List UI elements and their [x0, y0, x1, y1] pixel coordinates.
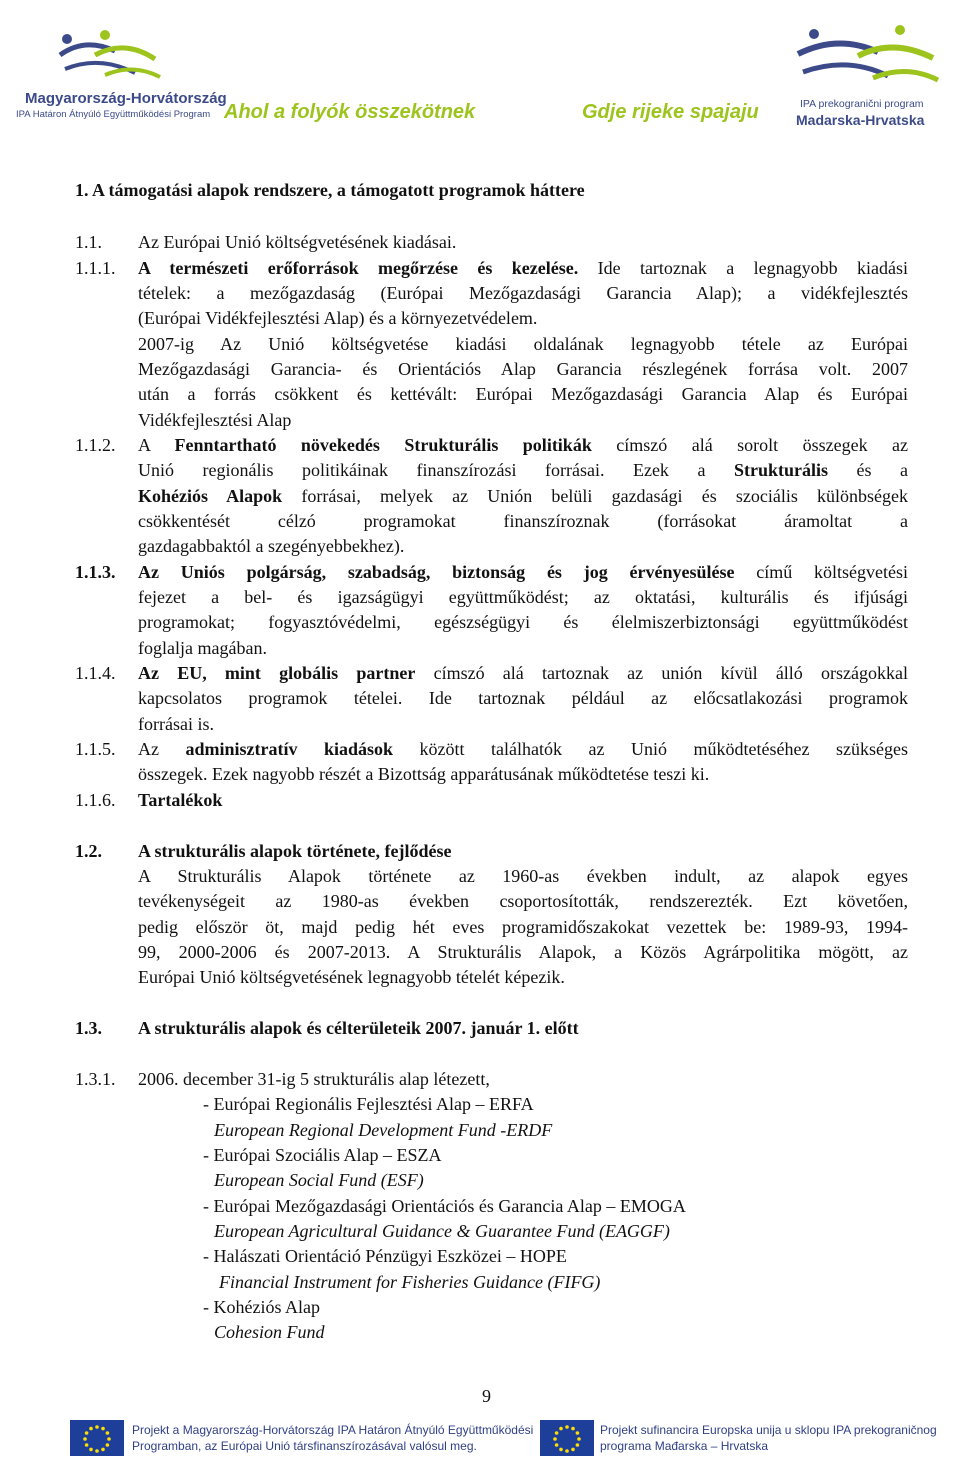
- footer-right: [540, 1420, 960, 1460]
- paragraph-line: Kohéziós Alapok forrásai, melyek az Unión belüli gazdasági és szociális különbségek: [138, 486, 908, 506]
- section-number: 1.3.1.: [75, 1069, 116, 1089]
- section-title: Tartalékok: [138, 790, 223, 810]
- section-number: 1.1.2.: [75, 435, 116, 455]
- section-title: A strukturális alapok története, fejlődése: [138, 841, 452, 861]
- hu-hr-program-logo: [10, 20, 227, 130]
- section-number: 1.1.3.: [75, 562, 116, 582]
- section-title: A strukturális alapok és célterületeik 2007. január 1. előtt: [138, 1018, 579, 1038]
- logo-subtitle-hr: IPA prekogranični program: [800, 98, 924, 110]
- paragraph-line: forrásai is.: [138, 714, 214, 734]
- section-number: 1.2.: [75, 841, 102, 861]
- fund-name-en: European Agricultural Guidance & Guarantee Fund (EAGGF): [214, 1221, 670, 1241]
- logo-arcs-icon: [55, 25, 165, 85]
- fund-name-en: European Regional Development Fund -ERDF: [214, 1120, 553, 1140]
- section-number: 1.3.: [75, 1018, 102, 1038]
- paragraph-line: Unió regionális politikáinak finanszírozási forrásai. Ezek a Strukturális és a: [138, 460, 908, 480]
- paragraph-line: Az EU, mint globális partner címszó alá tartoznak az unión kívül álló országokkal: [138, 663, 908, 683]
- paragraph-line: után a forrás csökkent és kettévált: Európai Mezőgazdasági Garancia Alap és Európai: [138, 384, 908, 404]
- paragraph-line: Az adminisztratív kiadások között találhatók az Unió működtetéséhez szükséges: [138, 739, 908, 759]
- paragraph-line: programokat; fogyasztóvédelmi, egészségügyi és élelmiszerbiztonsági együttműködést: [138, 612, 908, 632]
- paragraph-line: Az Uniós polgárság, szabadság, biztonság és jog érvényesülése című költségvetési: [138, 562, 909, 582]
- paragraph-line: pedig először öt, majd pedig hét eves programidőszakokat vezettek be: 1989-93, 1994-: [138, 917, 908, 937]
- fund-name-hu: - Európai Regionális Fejlesztési Alap – ERFA: [203, 1094, 534, 1114]
- paragraph-line: A Strukturális Alapok története az 1960-as években indult, az alapok egyes: [138, 866, 908, 886]
- paragraph-line: csökkentését célzó programokat finanszíroznak (forrásokat áramoltat a: [138, 511, 908, 531]
- ipa-program-logo: [778, 20, 953, 130]
- paragraph-line: fejezet a bel- és igazságügyi együttműködést; az oktatási, kulturális és ifjúsági: [138, 587, 908, 607]
- page-number: 9: [482, 1386, 491, 1406]
- eu-flag-icon: [70, 1420, 124, 1456]
- section-number: 1.1.5.: [75, 739, 116, 759]
- paragraph-line: kapcsolatos programok tételei. Ide tartoznak például az előcsatlakozási programok: [138, 688, 908, 708]
- fund-name-hu: - Kohéziós Alap: [203, 1297, 320, 1317]
- paragraph-line: A Fenntartható növekedés Strukturális politikák címszó alá sorolt összegek az: [138, 435, 908, 455]
- paragraph-line: tételek: a mezőgazdaság (Európai Mezőgazdasági Garancia Alap); a vidékfejlesztés: [138, 283, 908, 303]
- paragraph-line: foglalja magában.: [138, 638, 267, 658]
- paragraph-line: 99, 2000-2006 és 2007-2013. A Strukturális Alapok, a Közös Agrárpolitika mögött, az: [138, 942, 908, 962]
- section-number: 1.1.6.: [75, 790, 116, 810]
- section-title: Az Európai Unió költségvetésének kiadásai.: [138, 232, 457, 252]
- fund-name-en: Financial Instrument for Fisheries Guidance (FIFG): [219, 1272, 601, 1292]
- paragraph-line: A természeti erőforrások megőrzése és kezelése. Ide tartoznak a legnagyobb kiadási: [138, 258, 908, 278]
- section-number: 1.1.4.: [75, 663, 116, 683]
- paragraph-line: Vidékfejlesztési Alap: [138, 410, 292, 430]
- eu-flag-icon: [540, 1420, 594, 1456]
- paragraph-line: Mezőgazdasági Garancia- és Orientációs Alap Garancia részlegének forrása volt. 2007: [138, 359, 908, 379]
- paragraph-line: 2006. december 31-ig 5 strukturális alap létezett,: [138, 1069, 490, 1089]
- fund-name-hu: - Halászati Orientáció Pénzügyi Eszközei – HOPE: [203, 1246, 567, 1266]
- paragraph-line: (Európai Vidékfejlesztési Alap) és a környezetvédelem.: [138, 308, 538, 328]
- slogan-hr: Gdje rijeke spajaju: [582, 101, 759, 123]
- footer-text-hr: Projekt sufinancira Europska unija u sklopu IPA prekograničnog programa Mađarska – Hrvatska: [600, 1423, 937, 1453]
- footer-text-hu: Projekt a Magyarország-Horvátország IPA Határon Átnyúló Együttműködési Programban, az Európai Unió társfinanszírozásával valósul meg.: [132, 1423, 534, 1453]
- page-header: [0, 0, 960, 140]
- paragraph-line: Európai Unió költségvetésének legnagyobb tételét képezik.: [138, 967, 565, 987]
- section-number: 1.1.: [75, 232, 102, 252]
- paragraph-line: 2007-ig Az Unió költségvetése kiadási oldalának legnagyobb tétele az Európai: [138, 334, 908, 354]
- fund-name-hu: - Európai Mezőgazdasági Orientációs és Garancia Alap – EMOGA: [203, 1196, 686, 1216]
- logo-name-hr: Madarska-Hrvatska: [796, 112, 925, 128]
- section-heading-1: 1. A támogatási alapok rendszere, a támogatott programok háttere: [75, 180, 585, 200]
- logo-arcs-icon: [778, 20, 948, 90]
- footer-left: [70, 1420, 534, 1460]
- fund-name-en: European Social Fund (ESF): [214, 1170, 424, 1190]
- paragraph-line: összegek. Ezek nagyobb részét a Bizottság apparátusának működtetése teszi ki.: [138, 764, 710, 784]
- fund-name-en: Cohesion Fund: [214, 1322, 325, 1342]
- logo-name-hu: Magyarország-Horvátország: [25, 90, 227, 107]
- logo-subtitle-hu: IPA Határon Átnyúló Együttműködési Program: [16, 109, 211, 120]
- fund-name-hu: - Európai Szociális Alap – ESZA: [203, 1145, 442, 1165]
- paragraph-line: gazdagabbaktól a szegényebbekhez).: [138, 536, 405, 556]
- section-number: 1.1.1.: [75, 258, 116, 278]
- paragraph-line: tevékenységeit az 1980-as években csoportosították, rendszerezték. Ezt követően,: [138, 891, 908, 911]
- slogan-hu: Ahol a folyók összekötnek: [224, 101, 476, 123]
